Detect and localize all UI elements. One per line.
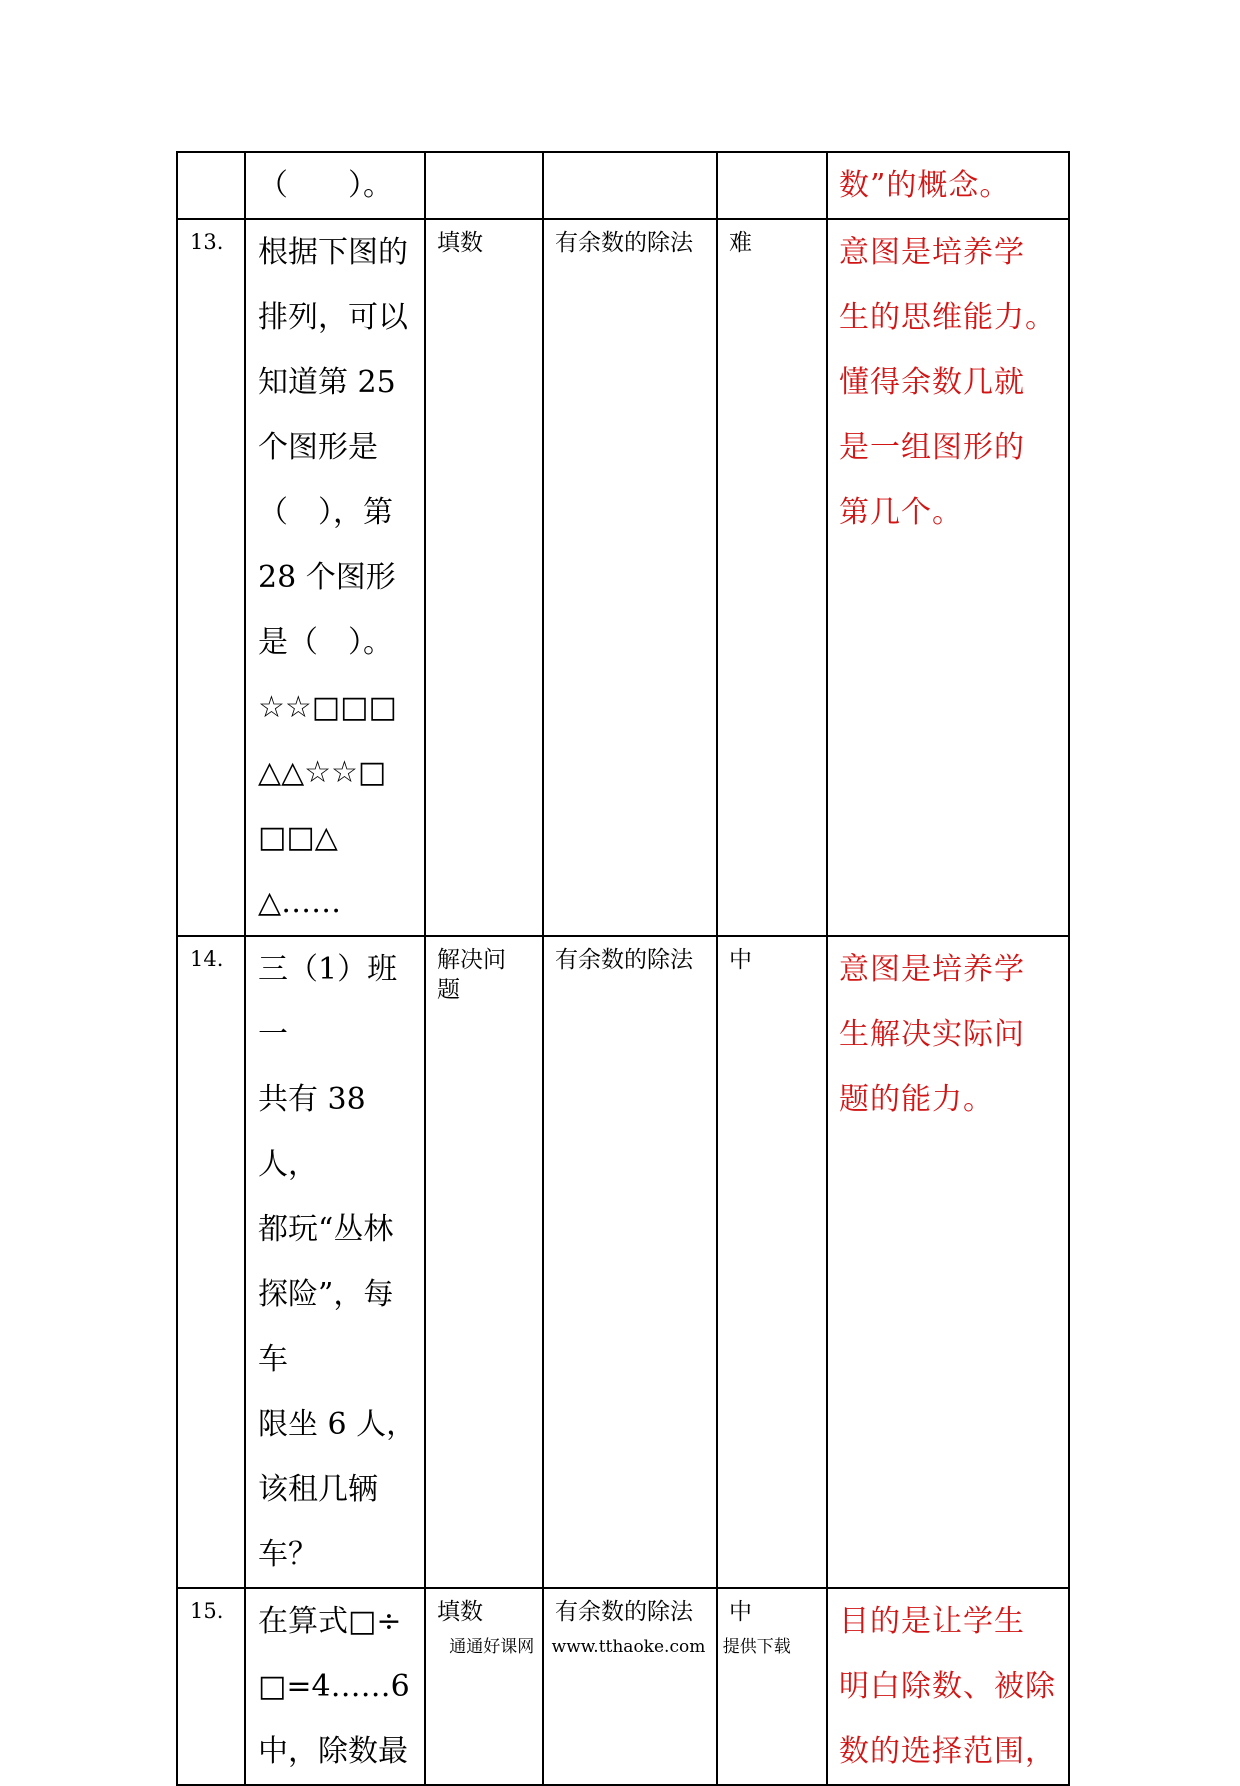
question-number	[177, 152, 245, 219]
intent-line: 第几个。	[839, 495, 963, 530]
intent-line: 目的是让学生	[839, 1604, 1025, 1639]
content-line: 是（ ）。	[258, 625, 393, 660]
difficulty: 中	[717, 936, 827, 1588]
content-line: □=4……6	[258, 1669, 410, 1704]
content-line: 探险”，每车	[258, 1277, 394, 1377]
knowledge-point: 有余数的除法	[543, 1588, 717, 1785]
content-line: 排列，可以	[258, 300, 408, 335]
question-table	[176, 151, 1070, 1786]
footer-action: 提供下载	[722, 1637, 791, 1657]
intent-line: 题的能力。	[839, 1082, 994, 1117]
question-type-text: 解决问题	[437, 947, 506, 1003]
knowledge-point	[543, 152, 717, 219]
shape-sequence-line: ☆☆□□□	[258, 690, 397, 725]
content-line: （ ），第	[258, 495, 393, 530]
intent-line: 明白除数、被除	[839, 1669, 1056, 1704]
knowledge-point: 有余数的除法	[543, 936, 717, 1588]
content-line: 都玩“丛林	[258, 1212, 394, 1247]
question-number: 15.	[177, 1588, 245, 1785]
table-row	[177, 1588, 1069, 1785]
design-intent	[827, 219, 1069, 936]
content-line: 中，除数最	[258, 1734, 408, 1769]
content-line: 三（1）班一	[258, 952, 398, 1052]
content-line: 共有 38 人，	[258, 1082, 366, 1182]
content-line: 该租几辆	[258, 1472, 378, 1507]
content-line: （ ）。	[258, 168, 393, 203]
question-type	[425, 936, 543, 1588]
question-content	[245, 152, 425, 219]
intent-line: 生的思维能力。	[839, 300, 1056, 335]
question-content	[245, 936, 425, 1588]
content-line: 车？	[258, 1537, 318, 1572]
content-line: 限坐 6 人，	[258, 1407, 417, 1442]
intent-line: 意图是培养学	[839, 235, 1025, 270]
content-line: 知道第 25	[258, 365, 396, 400]
intent-line: 数的选择范围，	[839, 1734, 1056, 1769]
intent-line: 生解决实际问	[839, 1017, 1025, 1052]
table-row	[177, 936, 1069, 1588]
table-row	[177, 219, 1069, 936]
table-row	[177, 152, 1069, 219]
intent-line: 数”的概念。	[839, 168, 1011, 203]
footer-site-name: 通通好课网	[449, 1637, 535, 1657]
content-line: 根据下图的	[258, 235, 408, 270]
question-content	[245, 1588, 425, 1785]
content-line: 28 个图形	[258, 560, 396, 595]
question-number: 14.	[177, 936, 245, 1588]
question-type: 填数	[425, 219, 543, 936]
question-type	[425, 152, 543, 219]
shape-sequence-line: □□△	[258, 820, 338, 855]
question-content	[245, 219, 425, 936]
design-intent	[827, 1588, 1069, 1785]
intent-line: 意图是培养学	[839, 952, 1025, 987]
difficulty: 难	[717, 219, 827, 936]
knowledge-point: 有余数的除法	[543, 219, 717, 936]
design-intent	[827, 152, 1069, 219]
shape-sequence-line: △△☆☆□	[258, 755, 387, 790]
intent-line: 懂得余数几就	[839, 365, 1025, 400]
question-number: 13.	[177, 219, 245, 936]
content-line: 个图形是	[258, 430, 378, 465]
difficulty	[717, 152, 827, 219]
difficulty: 中	[717, 1588, 827, 1785]
content-line: 在算式□÷	[258, 1604, 402, 1639]
footer-url: www.tthaoke.com	[551, 1637, 706, 1657]
question-type: 填数	[425, 1588, 543, 1785]
intent-line: 是一组图形的	[839, 430, 1025, 465]
shape-sequence-line: △……	[258, 885, 342, 920]
design-intent	[827, 936, 1069, 1588]
page-footer	[0, 1632, 1240, 1657]
